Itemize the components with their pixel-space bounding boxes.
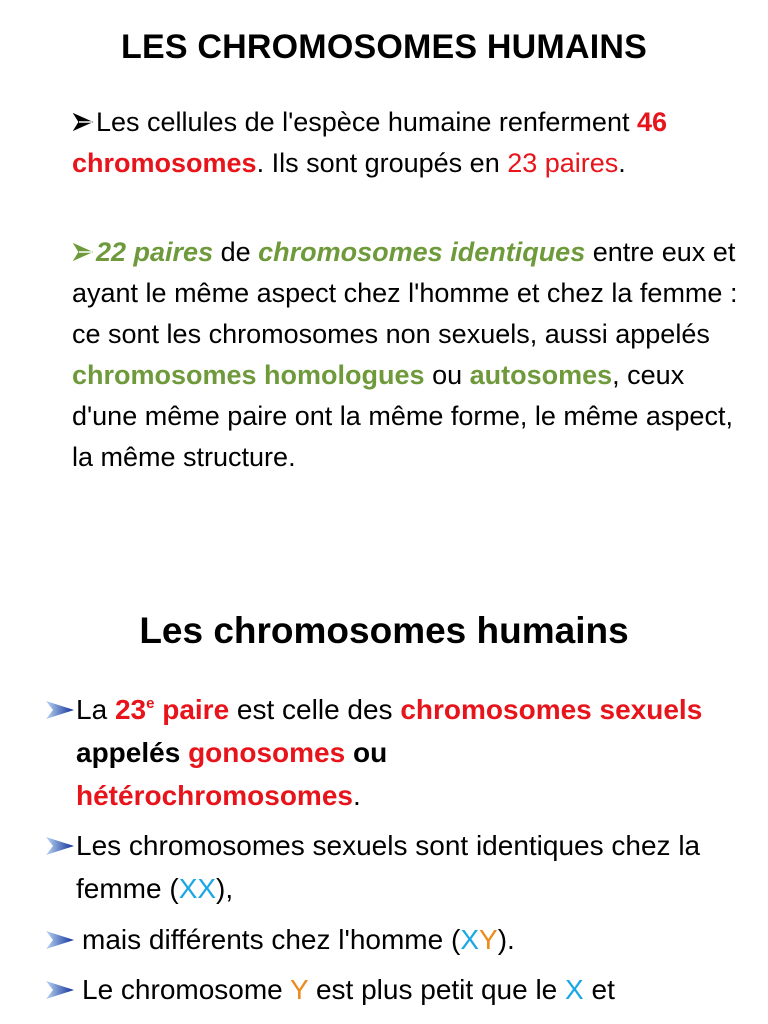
paragraph-cells [72, 102, 752, 184]
blue-arrow-bullet-icon [44, 928, 76, 952]
paragraph-autosomes [72, 232, 752, 478]
slide-1-title: LES CHROMOSOMES HUMAINS [121, 28, 647, 66]
slide-2 [0, 560, 768, 1024]
arrow-bullet-icon [72, 241, 94, 263]
b1-text-heterochromosomes: hétérochromosomes [76, 780, 353, 811]
b3-text-a: mais différents chez l'homme ( [82, 924, 461, 955]
b1-text-d: est celle des [229, 694, 401, 725]
b1-text-sup-e: e [146, 695, 155, 712]
b2-text-c: ), [216, 873, 234, 904]
p2-text-chromosomes-homologues: chromosomes homologues [72, 360, 425, 390]
blue-arrow-bullet-icon [44, 978, 76, 1002]
b1-text-paire: paire [154, 694, 230, 725]
p2-text-b: de [213, 237, 259, 267]
slide-2-title: Les chromosomes humains [139, 610, 629, 651]
b1-text-chromosomes-sexuels: chromosomes sexuels [400, 694, 703, 725]
b1-text-appeles: appelés [76, 737, 189, 768]
blue-arrow-bullet-icon [44, 698, 76, 722]
p2-text-chromosomes-identiques: chromosomes identiques [258, 237, 586, 267]
bullet-y-smaller [44, 968, 768, 1011]
bullet-xy [44, 918, 768, 961]
p1-text-46-chromosomes: 46 chromosomes [72, 107, 668, 178]
b1-text-ou: ou [345, 737, 388, 768]
p1-text-e: . [618, 148, 626, 178]
p2-text-autosomes: autosomes [469, 360, 613, 390]
b1-text-23: 23 [114, 694, 147, 725]
b2-text-a: Les chromosomes sexuels sont identiques chez la femme ( [76, 830, 701, 904]
b3-text-d: ). [497, 924, 515, 955]
b1-text-a: La [76, 694, 115, 725]
arrow-bullet-icon [72, 111, 94, 133]
b4-text-x: X [565, 974, 584, 1005]
b4-text-y: Y [290, 974, 309, 1005]
p2-text-d: entre eux et ayant le même aspect chez l'homme et chez la femme : ce sont les chromosomes non sexuels, aussi appelés [72, 237, 738, 349]
p2-text-h: , ceux d'une même paire ont la même forme, le même aspect, la même structure. [72, 360, 733, 472]
p1-text-23-paires: 23 paires [507, 148, 619, 178]
blue-arrow-bullet-icon [44, 834, 76, 858]
bullet-xx [44, 824, 768, 910]
b4-text-c: est plus petit que le [308, 974, 566, 1005]
bullet-gonosomes [44, 688, 768, 817]
b3-text-x: X [460, 924, 479, 955]
b2-text-xx: XX [178, 873, 217, 904]
b4-text-e: et [583, 974, 615, 1005]
b1-text-j: . [352, 780, 361, 811]
b4-text-a: Le chromosome [82, 974, 291, 1005]
p2-text-f: ou [424, 360, 470, 390]
b1-text-gonosomes: gonosomes [188, 737, 346, 768]
p1-text-a: Les cellules de l'espèce humaine renferment [96, 107, 637, 137]
b3-text-y: Y [479, 924, 498, 955]
p1-text-c: . Ils sont groupés en [256, 148, 508, 178]
p2-text-22-paires: 22 paires [96, 237, 214, 267]
